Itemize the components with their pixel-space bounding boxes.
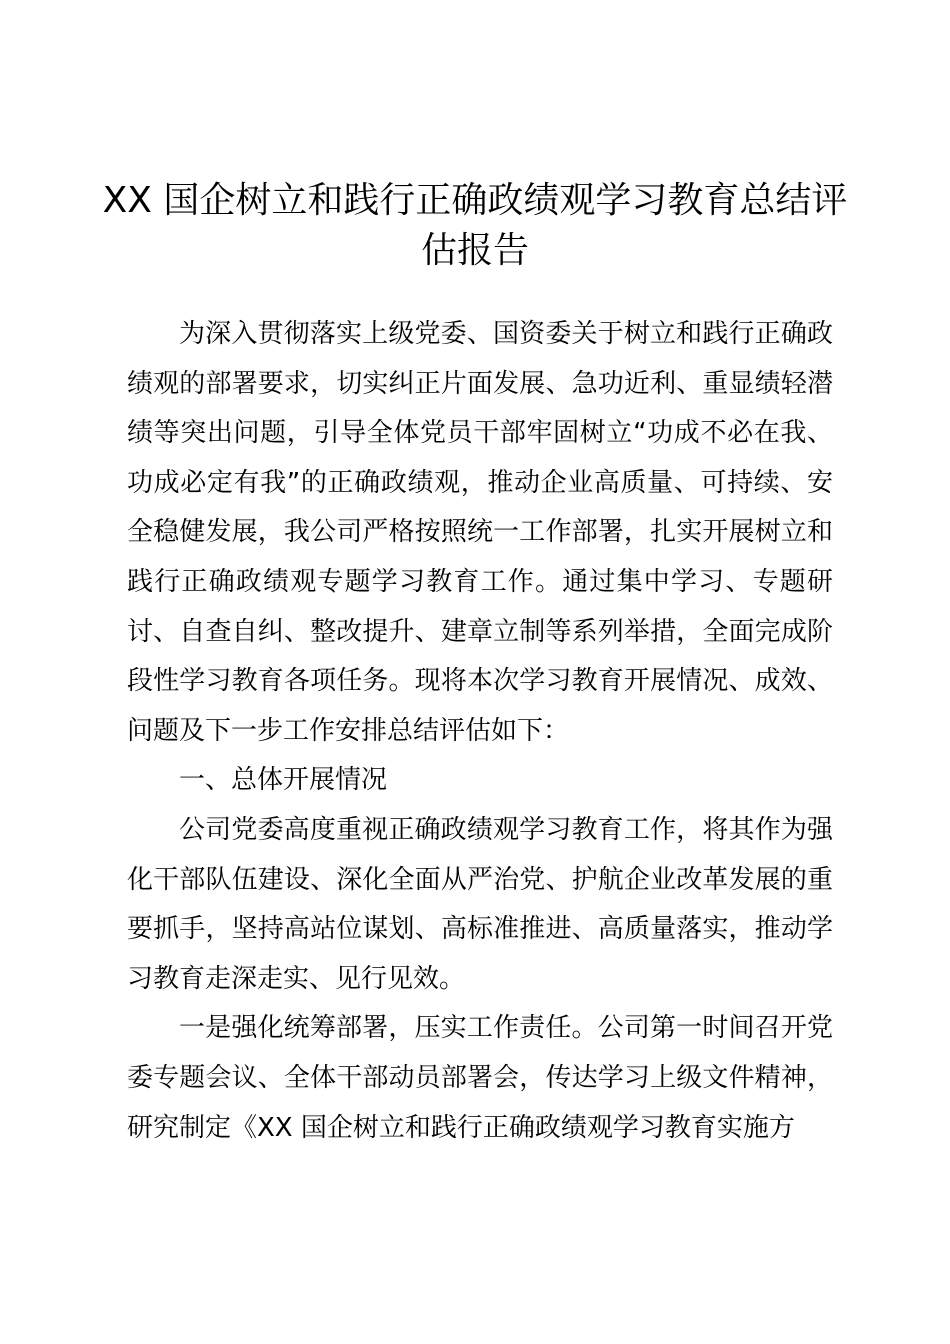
document-body xyxy=(127,310,833,1153)
first-measure-paragraph: 一是强化统筹部署，压实工作责任。公司第一时间召开党委专题会议、全体干部动员部署会，传达学习上级文件精神，研究制定《XX 国企树立和践行正确政绩观学习教育实施方 xyxy=(127,1013,833,1143)
intro-paragraph: 为深入贯彻落实上级党委、国资委关于树立和践行正确政绩观的部署要求，切实纠正片面发展、急功近利、重显绩轻潜绩等突出问题，引导全体党员干部牢固树立“功成不必在我、功成必定有我”的正确政绩观，推动企业高质量、可持续、安全稳健发展，我公司严格按照统一工作部署，扎实开展树立和践行正确政绩观专题学习教育工作。通过集中学习、专题研讨、自查自纠、整改提升、建章立制等系列举措，全面完成阶段性学习教育各项任务。现将本次学习教育开展情况、成效、问题及下一步工作安排总结评估如下： xyxy=(127,319,833,746)
section-heading: 一、总体开展情况 xyxy=(179,765,388,796)
document-title: XX 国企树立和践行正确政绩观学习教育总结评估报告 xyxy=(102,180,848,271)
overview-paragraph: 公司党委高度重视正确政绩观学习教育工作，将其作为强化干部队伍建设、深化全面从严治党、护航企业改革发展的重要抓手，坚持高站位谋划、高标准推进、高质量落实，推动学习教育走深走实、见行见效。 xyxy=(127,814,833,994)
